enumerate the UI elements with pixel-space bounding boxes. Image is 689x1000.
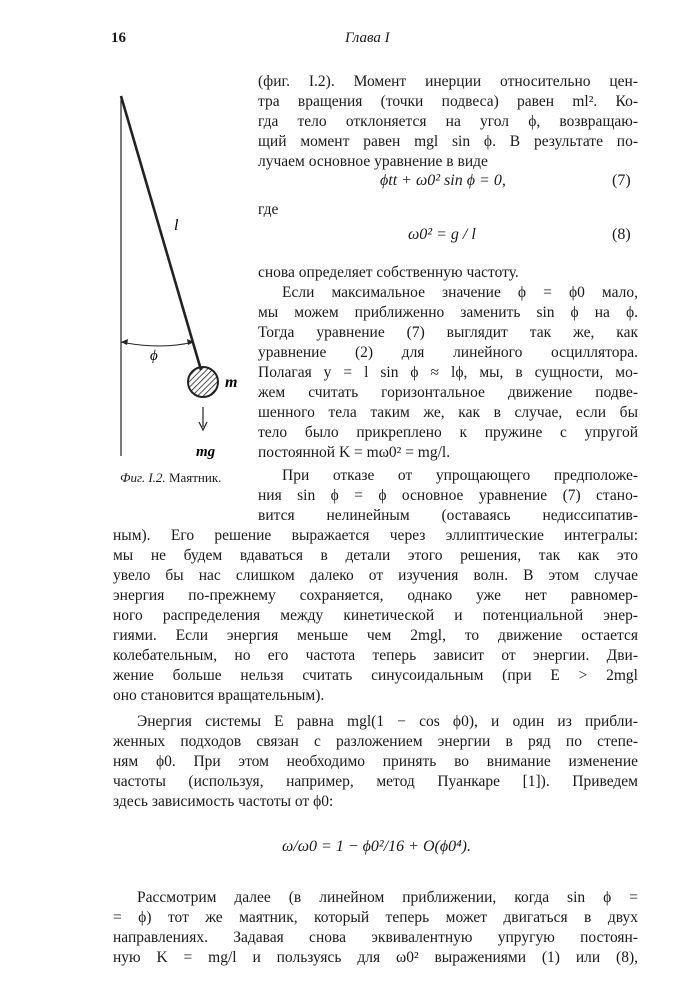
paragraph-line: = ϕ) тот же маятник, который теперь может двигаться в двух — [113, 909, 638, 926]
paragraph-line: Рассмотрим далее (в линейном приближении, когда sin ϕ = — [137, 889, 638, 906]
figure-caption — [120, 470, 221, 486]
pendulum-figure — [100, 80, 260, 470]
paragraph-line: женных подходов связан с разложением энергии в ряд по степе- — [113, 733, 638, 750]
equation-frequency: ω/ω0 = 1 − ϕ0²/16 + O(ϕ0⁴). — [282, 838, 472, 855]
equation-7-number: (7) — [612, 172, 631, 189]
paragraph-line: ным). Его решение выражается через эллиптические интегралы: — [113, 527, 638, 544]
equation-8-number: (8) — [612, 226, 631, 243]
paragraph-line: вится нелинейным (оставаясь недиссипатив- — [258, 507, 638, 524]
paragraph-line: (фиг. I.2). Момент инерции относительно цен- — [258, 73, 638, 90]
paragraph-line: щий момент равен mgl sin ϕ. В результате по- — [258, 133, 638, 150]
paragraph-line: гда тело отклоняется на угол ϕ, возвращаю- — [258, 113, 638, 130]
paragraph-line: уравнение (2) для линейного осциллятора. — [258, 344, 638, 361]
angle-arrow-left — [121, 339, 128, 345]
paragraph-line: постоянной K = mω0² = mg/l. — [258, 444, 451, 461]
equation-8: ω0² = g / l — [408, 226, 476, 243]
paragraph-line: тра вращения (точки подвеса) равен ml². Ко- — [258, 93, 638, 110]
paragraph-line: Полагая y = l sin ϕ ≈ lϕ, мы, в сущности, мо- — [258, 364, 638, 381]
paragraph-line: Тогда уравнение (7) выглядит так же, как — [258, 324, 638, 341]
paragraph-line: мы не будем вдаваться в детали этого решения, так как это — [113, 547, 638, 564]
paragraph-line: лучаем основное уравнение в виде — [258, 153, 488, 170]
paragraph-line: колебательным, но его частота теперь зависит от энергии. Дви- — [113, 647, 638, 664]
paragraph-line: ного распределения между кинетической и потенциальной энер- — [113, 607, 638, 624]
label-m: m — [225, 374, 238, 391]
paragraph-line: увело бы нас слишком далеко от изучения волн. В этом случае — [113, 567, 638, 584]
paragraph-line: ную K = mg/l и пользуясь для ω0² выражениями (1) или (8), — [113, 949, 638, 966]
paragraph-line: снова определяет собственную частоту. — [258, 264, 519, 281]
caption-text: Маятник. — [168, 470, 222, 485]
paragraph-line: частоты (используя, например, метод Пуанкаре [1]). Приведем — [113, 773, 638, 790]
paragraph-line: тело было прикреплено к пружине с упругой — [258, 424, 638, 441]
equation-7: ϕtt + ω0² sin ϕ = 0, — [380, 172, 506, 189]
paragraph-line: Энергия системы E равна mgl(1 − cos ϕ0), и один из прибли- — [137, 713, 638, 730]
paragraph-line: шенного тела таким же, как в случае, если бы — [258, 404, 638, 421]
paragraph-line: мы можем приближенно заменить sin ϕ на ϕ. — [258, 304, 638, 321]
paragraph-line: ням ϕ0. При этом необходимо принять во внимание изменение — [113, 753, 638, 770]
chapter-title: Глава I — [345, 30, 390, 46]
page-number: 16 — [111, 30, 126, 46]
paragraph-line: направлениях. Задавая снова эквивалентную упругую постоян- — [113, 929, 638, 946]
paragraph-line: Если максимальное значение ϕ = ϕ0 мало, — [282, 284, 638, 301]
paragraph-line: где — [258, 201, 279, 218]
paragraph-line: здесь зависимость частоты от ϕ0: — [113, 793, 334, 810]
paragraph-line: жем считать горизонтальное движение подве- — [258, 384, 638, 401]
paragraph-line: ния sin ϕ = ϕ основное уравнение (7) стано- — [258, 487, 638, 504]
label-phi: ϕ — [150, 348, 158, 364]
pendulum-string — [121, 96, 201, 370]
pendulum-bob — [188, 367, 218, 397]
paragraph-line: При отказе от упрощающего предположе- — [282, 467, 638, 484]
paragraph-line: гиями. Если энергия меньше чем 2mgl, то движение остается — [113, 627, 638, 644]
paragraph-line: жение больше нельзя считать синусоидальным (при E > 2mgl — [113, 667, 638, 684]
caption-number: Фиг. I.2. — [120, 470, 166, 485]
paragraph-line: оно становится вращательным). — [113, 687, 325, 704]
paragraph-line: энергия по-прежнему сохраняется, однако уже нет равномер- — [113, 587, 638, 604]
angle-arc — [121, 342, 194, 346]
label-l: l — [174, 217, 179, 234]
label-mg: mg — [196, 444, 216, 460]
